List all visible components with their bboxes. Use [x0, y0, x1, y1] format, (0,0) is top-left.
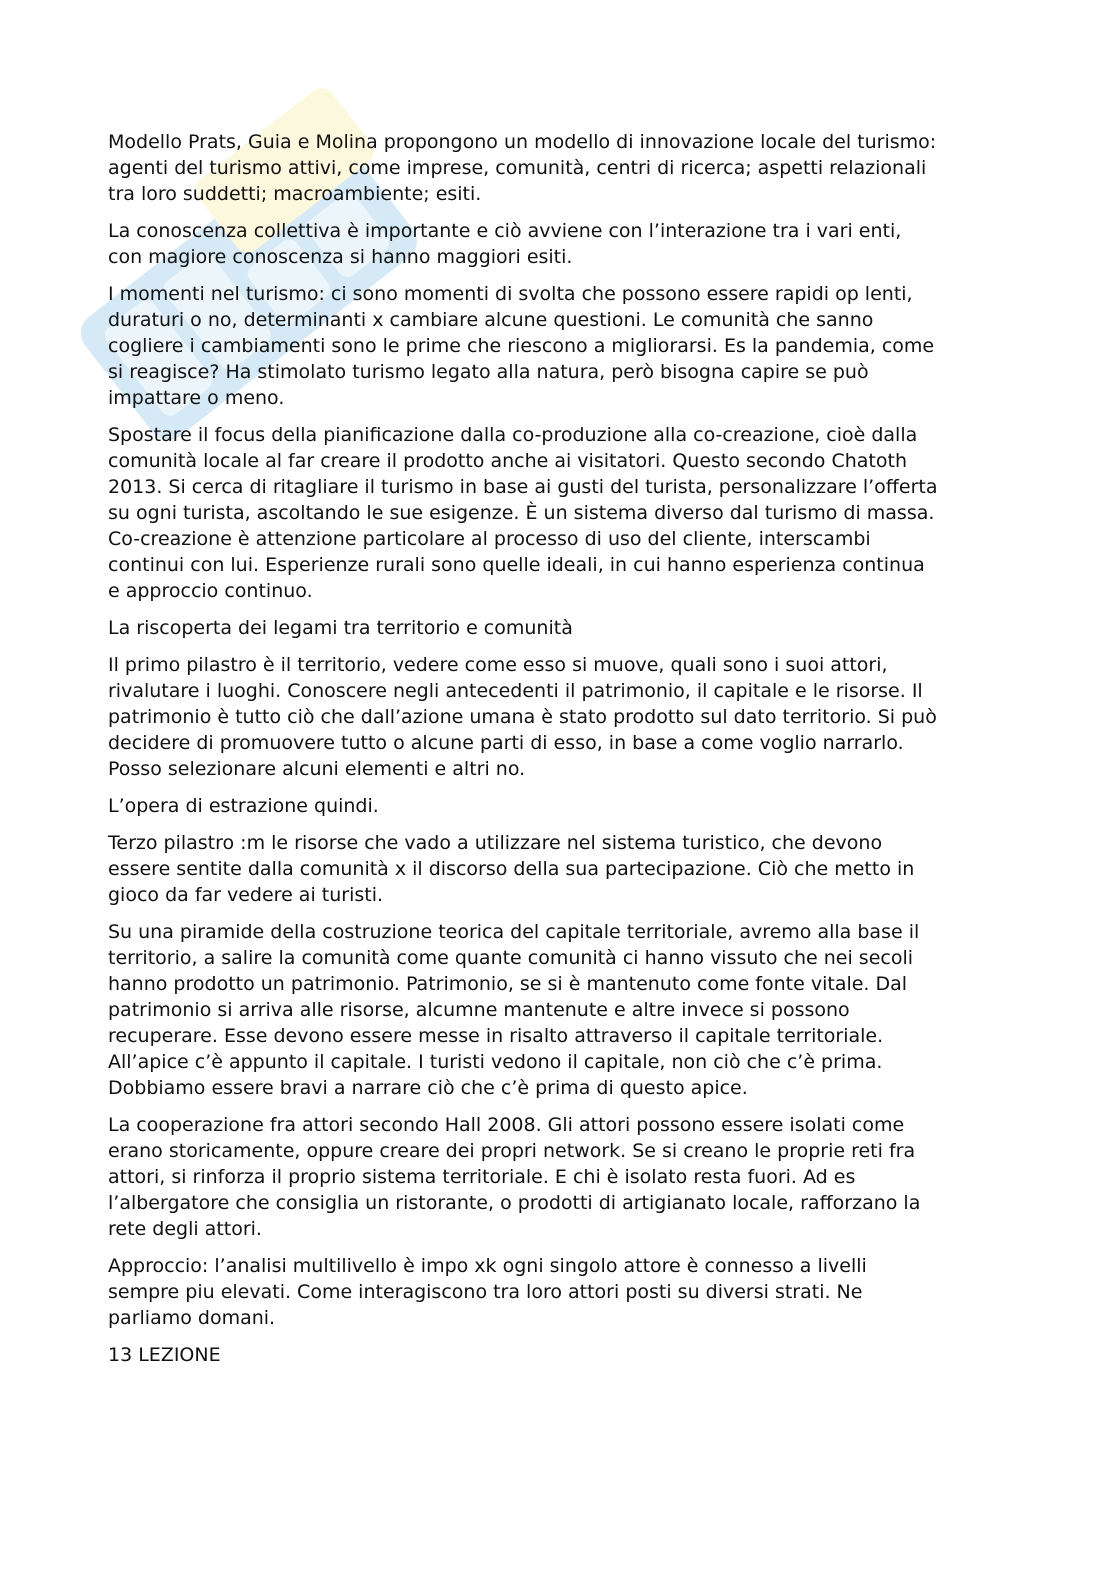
- paragraph-8: Terzo pilastro :m le risorse che vado a utilizzare nel sistema turistico, che devono essere sentite dalla comunità x il discorso della sua partecipazione. Ciò che metto in gioco da far vedere ai turisti.: [108, 832, 915, 906]
- paragraph-6: Il primo pilastro è il territorio, vedere come esso si muove, quali sono i suoi attori, rivalutare i luoghi. Conoscere negli antecedenti il patrimonio, il capitale e le risorse. Il patrimonio è tutto ciò che dall’azione umana è stato prodotto sul dato territorio. Si può decidere di promuovere tutto o alcune parti di esso, in base a come voglio narrarlo. Posso selezionare alcuni elementi e altri no.: [108, 654, 937, 780]
- paragraph-9: Su una piramide della costruzione teorica del capitale territoriale, avremo alla base il territorio, a salire la comunità come quante comunità ci hanno vissuto che nei secoli hanno prodotto un patrimonio. Patrimonio, se si è mantenuto come fonte vitale. Dal patrimonio si arriva alle risorse, alcumne mantenute e altre invece si possono recuperare. Esse devono essere messe in risalto attraverso il capitale territoriale. All’apice c’è appunto il capitale. I turisti vedono il capitale, non ciò che c’è prima. Dobbiamo essere bravi a narrare ciò che c’è prima di questo apice.: [108, 921, 920, 1099]
- paragraph-1: Modello Prats, Guia e Molina propongono un modello di innovazione locale del turismo: agenti del turismo attivi, come imprese, comunità, centri di ricerca; aspetti relazionali tra loro suddetti; macroambiente; esiti.: [108, 131, 937, 205]
- paragraph-7: L’opera di estrazione quindi.: [108, 795, 379, 817]
- paragraph-3: I momenti nel turismo: ci sono momenti di svolta che possono essere rapidi op lenti, duraturi o no, determinanti x cambiare alcune questioni. Le comunità che sanno cogliere i cambiamenti sono le prime che riescono a migliorarsi. Es la pandemia, come si reagisce? Ha stimolato turismo legato alla natura, però bisogna capire se può impattare o meno.: [108, 283, 935, 409]
- paragraph-11: Approccio: l’analisi multilivello è impo xk ogni singolo attore è connesso a livelli sempre piu elevati. Come interagiscono tra loro attori posti su diversi strati. Ne parliamo domani.: [108, 1255, 867, 1329]
- lesson-heading: 13 LEZIONE: [108, 1344, 221, 1366]
- paragraph-4: Spostare il focus della pianificazione dalla co-produzione alla co-creazione, cioè dalla comunità locale al far creare il prodotto anche ai visitatori. Questo secondo Chatoth 2013. Si cerca di ritagliare il turismo in base ai gusti del turista, personalizzare l’offerta su ogni turista, ascoltando le sue esigenze. È un sistema diverso dal turismo di massa. Co-creazione è attenzione particolare al processo di uso del cliente, interscambi continui con lui. Esperienze rurali sono quelle ideali, in cui hanno esperienza continua e approccio continuo.: [108, 424, 938, 602]
- section-heading: La riscoperta dei legami tra territorio e comunità: [108, 617, 573, 639]
- document-body: [108, 129, 1008, 1379]
- paragraph-10: La cooperazione fra attori secondo Hall 2008. Gli attori possono essere isolati come erano storicamente, oppure creare dei propri network. Se si creano le proprie reti fra attori, si rinforza il proprio sistema territoriale. E chi è isolato resta fuori. Ad es l’albergatore che consiglia un ristorante, o prodotti di artigianato locale, rafforzano la rete degli attori.: [108, 1114, 921, 1240]
- paragraph-2: La conoscenza collettiva è importante e ciò avviene con l’interazione tra i vari enti, con magiore conoscenza si hanno maggiori esiti.: [108, 220, 902, 268]
